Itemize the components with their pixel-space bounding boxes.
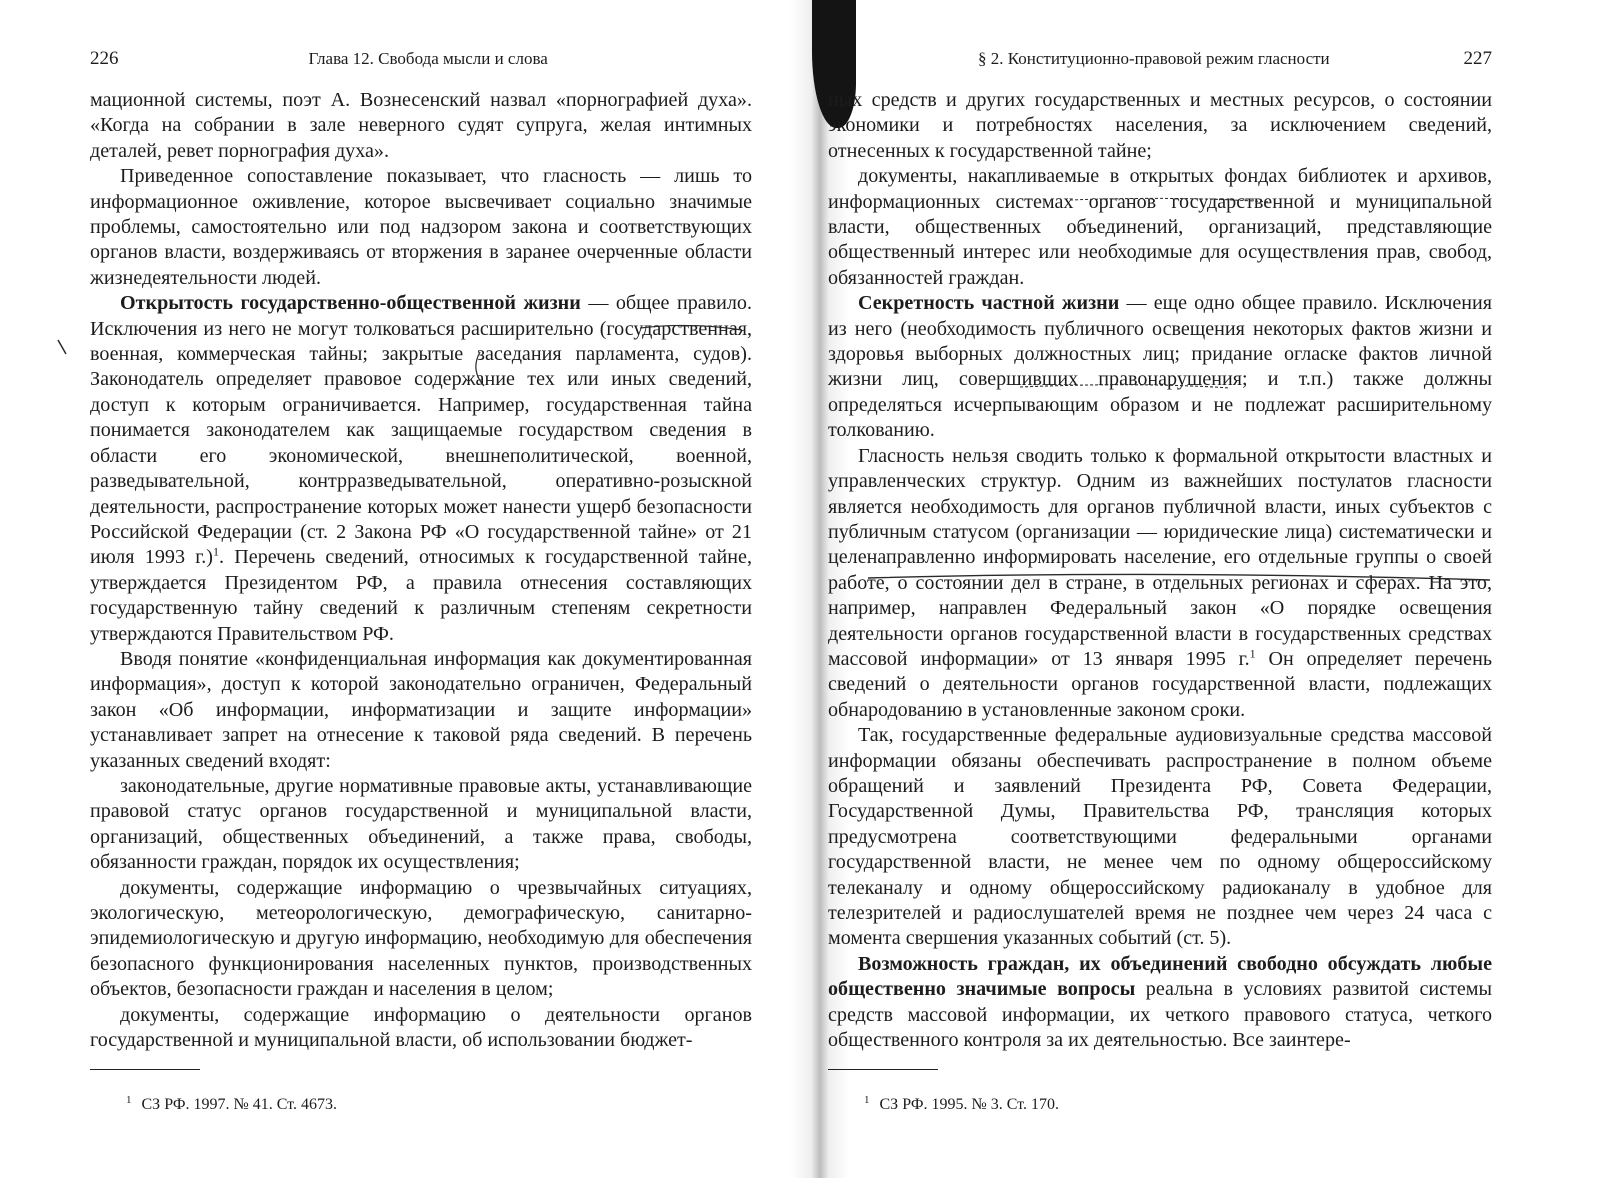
paragraph-text: — еще одно общее правило. Исключения из него (необходимость публичного освещения некоторых фактов жизни и здоровья выборных должностных лиц; придание огласке фактов личной жизни лиц, совершивших правонарушения; и т.п.) также должны определяться исчерпывающим образом и не подлежат расширительному толкованию. — [828, 292, 1492, 442]
paragraph-privacy — [828, 291, 1492, 443]
list-item: документы, накапливаемые в открытых фондах библиотек и архивов, информационных системах органов государственной и муниципальной власти, общественных объединений, организаций, представляющие общественный интерес или необходимые для осуществления прав, свобод, обязанностей граждан. — [828, 165, 1492, 289]
right-section-title: § 2. Конституционно-правовой режим гласности — [978, 49, 1330, 68]
right-page-number: 227 — [1463, 48, 1492, 69]
footnote-mark: 1 — [126, 1094, 132, 1107]
paragraph-glasnost — [828, 444, 1492, 723]
list-item: ных средств и других государственных и местных ресурсов, о состоянии экономики и потребностях населения, за исключением сведений, отнесенных к государственной тайне; — [828, 89, 1492, 162]
paragraph: Приведенное сопоставление показывает, что гласность — лишь то информационное оживление, которое высвечивает социально значимые проблемы, самостоятельно или под надзором закона и соответствующих органов власти, воздерживаясь от вторжения в заранее очерченные области жизнедеятельности людей. — [90, 165, 752, 289]
bold-term: Открытость государственно-общественной жизни — [120, 292, 581, 315]
paragraph-text: Гласность нельзя сводить только к формальной открытости властных и управленческих структур. Одним из важнейших постулатов гласности является необходимость для органов публичной власти, иных субъектов с публичным статусом (организации — юридические лица) систематически и целенаправленно информировать население, его отдельные группы о своей работе, о состоянии дел в стране, в отдельных регионах и сферах. На это, например, направлен Федеральный закон «О порядке освещения деятельности органов государственной власти в государственных средствах массовой информации» от 13 января 1995 г. — [828, 444, 1492, 670]
paragraph-text: . Перечень сведений, относимых к государственной тайне, утверждается Президентом РФ, а правила отнесения составляющих государственную тайну сведений к различным степеням секретности утверждаются Правительством РФ. — [90, 546, 752, 645]
footnote-divider — [90, 1069, 200, 1070]
left-footnote — [90, 1096, 752, 1114]
paragraph-openness — [90, 291, 752, 647]
paragraph-text: — общее правило. Исключения из него не могут толковаться расширительно (государственная, военная, коммерческая тайны; закрытые заседания парламента, судов). Законодатель определяет правовое содержание тех или иных сведений, доступ к которым ограничивается. Например, государственная тайна понимается законодателем как защищаемые государством сведения в области его экономической, внешнеполитической, военной, разведывательной, контрразведывательной, оперативно-розыскной деятельности, распространение которых может нанести ущерб безопасности Российской Федерации (ст. 2 Закона РФ «О государственной тайне» от 21 июля 1993 г.) — [90, 292, 752, 569]
right-running-head — [828, 48, 1492, 88]
left-page — [90, 48, 752, 1114]
paragraph-discussion — [828, 952, 1492, 1054]
right-page — [828, 48, 1492, 1114]
paragraph: Так, государственные федеральные аудиовизуальные средства массовой информации обязаны обеспечивать распространение в полном объеме обращений и заявлений Президента РФ, Совета Федерации, Государственной Думы, Правительства РФ, трансляция которых предусмотрена соответствующими федеральными органами государственной власти, не менее чем по одному общероссийскому телеканалу и одному общероссийскому радиоканалу в удобное для телезрителей и радиослушателей время не позднее чем через 24 часа с момента свершения указанных событий (ст. 5). — [828, 724, 1492, 950]
list-item: документы, содержащие информацию о деятельности органов государственной и муниципальной власти, об использовании бюджет- — [90, 1003, 752, 1052]
paragraph: мационной системы, поэт А. Вознесенский назвал «порнографией духа». «Когда на собрании в зале неверного судят супруга, желая интимных деталей, ревет порнография духа». — [90, 89, 752, 162]
pen-margin-tick — [58, 340, 66, 354]
footnote-divider — [828, 1069, 938, 1070]
bold-term: Возможность граждан, их объединений свободно обсуждать любые общественно значимые вопросы — [828, 952, 1492, 1001]
footnote-text: СЗ РФ. 1995. № 3. Ст. 170. — [879, 1096, 1059, 1114]
right-body-text — [828, 88, 1492, 1053]
paragraph: Вводя понятие «конфиденциальная информация как документированная информация», доступ к которой законодательно ограничен, Федеральный закон «Об информации, информатизации и защите информации» устанавливает запрет на отнесение к таковой ряда сведений. В перечень указанных сведений входят: — [90, 647, 752, 772]
footnote-mark: 1 — [864, 1094, 870, 1107]
footnote-text: СЗ РФ. 1997. № 41. Ст. 4673. — [141, 1096, 337, 1114]
paragraph-text: Он определяет перечень сведений о деятельности органов государственной власти, подлежащих обнародованию в установленные законом сроки. — [828, 647, 1492, 721]
left-running-head — [90, 48, 752, 88]
right-footnote — [828, 1096, 1492, 1114]
paragraph-text: реальна в условиях развитой системы средств массовой информации, их четкого правового статуса, четкого общественного контроля за их деятельностью. Все заинтере- — [828, 978, 1492, 1052]
list-item: законодательные, другие нормативные правовые акты, устанавливающие правовой статус органов государственной и муниципальной власти, организаций, общественных объединений, а также права, свободы, обязанности граждан, порядок их осуществления; — [90, 774, 752, 874]
footnote-reference: 1 — [212, 544, 219, 559]
left-chapter-title: Глава 12. Свобода мысли и слова — [308, 49, 548, 68]
list-item: документы, содержащие информацию о чрезвычайных ситуациях, экологическую, метеорологическую, демографическую, санитарно-эпидемиологическую и другую информацию, необходимую для обеспечения безопасного функционирования населенных пунктов, производственных объектов, безопасности граждан и населения в целом; — [90, 876, 752, 1001]
bold-term: Секретность частной жизни — [858, 292, 1120, 315]
footnote-reference: 1 — [1249, 646, 1256, 661]
left-body-text — [90, 88, 752, 1053]
left-page-number: 226 — [90, 48, 119, 69]
